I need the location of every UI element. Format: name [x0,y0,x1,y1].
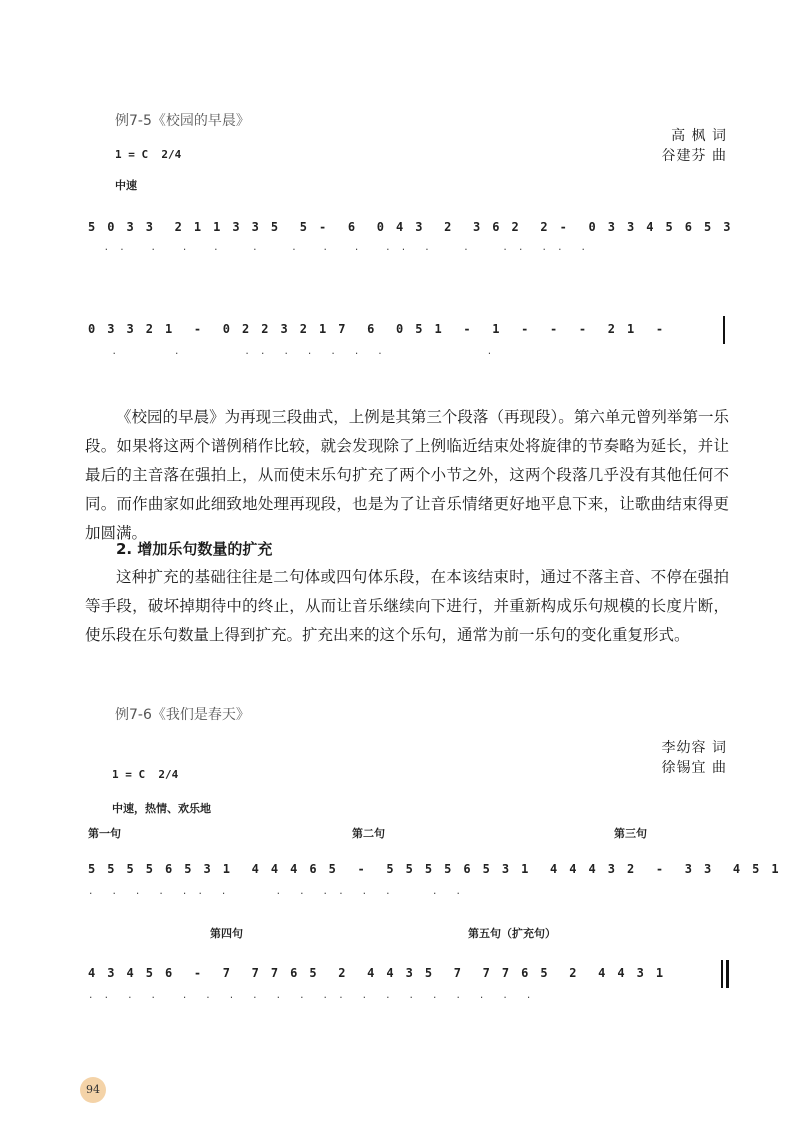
score-row-4-notes: 4 3 4 5 6 - 7 7 7 6 5 2 4 4 3 5 7 7 7 6 5 2 4 4 3 1 [88,966,666,980]
lyricist-credit: 高 枫 词 [671,128,727,144]
composer-credit: 徐锡宜 曲 [661,760,727,776]
score-row-3-marks: . . . . . . . . . . . . . . . [88,887,464,897]
example-7-5-title: 例7-5《校园的早晨》 [115,113,250,129]
score-row-1-notes: 5 0 3 3 2 1 1 3 3 5 5 - 6 0 4 3 2 3 6 2 2 - 0 3 3 4 5 6 5 3 [88,220,733,234]
score-row-3-notes: 5 5 5 5 6 5 3 1 4 4 4 6 5 - 5 5 5 5 6 5 3 1 4 4 4 3 2 - 3 3 4 5 1 [88,862,781,876]
section-heading: 2. 增加乐句数量的扩充 [116,540,273,558]
example-7-6-title: 例7-6《我们是春天》 [115,707,250,723]
score-row-2-notes: 0 3 3 2 1 - 0 2 2 3 2 1 7 6 0 5 1 - 1 - - - 2 1 - [88,322,666,336]
score-row-1-marks: . . . . . . . . . . . . . . . . . . [88,243,589,253]
body-paragraph-2-container [85,563,729,650]
phrase-label-1: 第一句 [88,827,121,840]
body-paragraph-2: 这种扩充的基础往往是二句体或四句体乐段，在本该结束时，通过不落主音、不停在强拍等手段，破坏掉期待中的终止，从而让音乐继续向下进行，并重新构成乐句规模的长度片断，使乐段在乐句数量上得到扩充。扩充出来的这个乐句，通常为前一乐句的变化重复形式。 [85,568,729,644]
example-7-6-credits [527,738,727,778]
tempo-mark: 中速 [115,179,137,192]
end-barline-thick [726,960,729,988]
page-number-badge: 94 [80,1077,106,1103]
score-row-2-marks: . . . . . . . . . . [88,347,495,357]
phrase-label-2: 第二句 [352,827,385,840]
phrase-label-4: 第四句 [210,927,243,940]
score-row-4-marks: . . . . . . . . . . . . . . . . . . . . [88,991,534,1001]
key-signature: 1 = C 2/4 [112,768,179,781]
phrase-label-5: 第五句（扩充句） [468,927,556,940]
end-barline-thin [721,960,723,988]
key-signature: 1 = C 2/4 [115,148,182,161]
composer-credit: 谷建芬 曲 [661,148,727,164]
body-paragraph-1-container [85,403,729,548]
lyricist-credit: 李幼容 词 [661,740,727,756]
tempo-mark: 中速，热情、欢乐地 [112,802,211,815]
body-paragraph-1: 《校园的早晨》为再现三段曲式，上例是其第三个段落（再现段）。第六单元曾列举第一乐段。如果将这两个谱例稍作比较，就会发现除了上例临近结束处将旋律的节奏略为延长，并让最后的主音落在强拍上，从而使末乐句扩充了两个小节之外，这两个段落几乎没有其他任何不同。而作曲家如此细致地处理再现段，也是为了让音乐情绪更好地平息下来，让歌曲结束得更加圆满。 [85,408,729,542]
final-barline [723,316,725,344]
phrase-label-3: 第三句 [614,827,647,840]
example-7-5-credits [527,126,727,166]
